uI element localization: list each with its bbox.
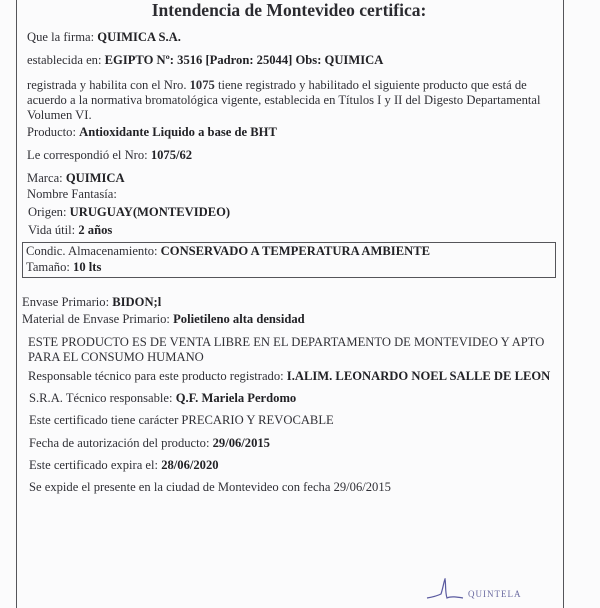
establecida-label: establecida en: [27, 53, 102, 67]
firma-label: Que la firma: [27, 30, 95, 44]
fecha-autorizacion-value: 29/06/2015 [212, 436, 270, 450]
material-envase-label: Material de Envase Primario: [22, 312, 170, 326]
envase-primario-value: BIDON;l [112, 295, 162, 309]
vida-util-line [28, 223, 112, 238]
registro-nro: 1075 [189, 78, 215, 92]
expira-label: Este certificado expira el: [29, 458, 159, 472]
producto-label: Producto: [27, 125, 76, 139]
establecida-line [27, 53, 383, 68]
registro-line-3: Volumen VI. [27, 108, 92, 122]
firma-value: QUIMICA S.A. [97, 30, 181, 44]
signature-stroke [427, 579, 463, 598]
venta-libre-line-1: ESTE PRODUCTO ES DE VENTA LIBRE EN EL DEPARTAMENTO DE MONTEVIDEO Y APTO [28, 335, 545, 349]
marca-value: QUIMICA [65, 171, 125, 185]
nombre-fantasia-label: Nombre Fantasía: [27, 187, 117, 201]
sra-tecnico-value: Q.F. Mariela Perdomo [175, 391, 297, 405]
tamano-value: 10 lts [73, 260, 102, 274]
almacenamiento-value: CONSERVADO A TEMPERATURA AMBIENTE [160, 244, 430, 258]
registro-line-2: acuerdo a la normativa bromatológica vigente, establecida en Títulos I y II del Digesto Departamental [27, 93, 541, 107]
almacenamiento-line [26, 244, 430, 259]
envase-primario-label: Envase Primario: [22, 295, 110, 309]
tamano-line [26, 260, 101, 275]
nro-line [27, 148, 192, 163]
producto-value: Antioxidante Liquido a base de BHT [79, 125, 277, 139]
venta-libre-line-2: PARA EL CONSUMO HUMANO [28, 350, 204, 364]
sra-tecnico-line [29, 391, 296, 406]
signature-mark [425, 578, 465, 600]
expira-value: 28/06/2020 [161, 458, 219, 472]
registro-pre: registrada y habilita con el Nro. [27, 78, 187, 92]
origen-value: URUGUAY(MONTEVIDEO) [69, 205, 231, 219]
almacenamiento-label: Condic. Almacenamiento: [26, 244, 158, 258]
origen-label: Origen: [28, 205, 67, 219]
marca-label: Marca: [27, 171, 63, 185]
page-title: Intendencia de Montevideo certifica: [151, 0, 427, 20]
tamano-label: Tamaño: [26, 260, 70, 274]
origen-line [28, 205, 230, 220]
envase-primario-line [22, 295, 161, 310]
storage-box [22, 242, 556, 278]
material-envase-value: Polietileno alta densidad [173, 312, 305, 326]
signature-partial-text: QUINTELA [468, 589, 522, 599]
material-envase-line [22, 312, 305, 327]
responsable-value: I.ALIM. LEONARDO NOEL SALLE DE LEON [286, 369, 551, 383]
nro-label: Le correspondió el Nro: [27, 148, 148, 162]
sra-tecnico-label: S.R.A. Técnico responsable: [29, 391, 173, 405]
expide-line: Se expide el presente en la ciudad de Montevideo con fecha 29/06/2015 [29, 480, 391, 494]
vida-util-label: Vida útil: [28, 223, 76, 237]
vida-util-value: 2 años [78, 223, 113, 237]
nombre-fantasia-line [27, 187, 117, 202]
fecha-autorizacion-label: Fecha de autorización del producto: [29, 436, 210, 450]
venta-libre-paragraph [28, 335, 553, 365]
producto-line [27, 125, 277, 140]
expira-line [29, 458, 219, 473]
responsable-line [28, 369, 550, 384]
registro-line-1 [27, 78, 552, 93]
registro-paragraph [27, 78, 552, 123]
nro-value: 1075/62 [150, 148, 193, 162]
establecida-value: EGIPTO Nº: 3516 [Padron: 25044] Obs: QUIMICA [104, 53, 384, 67]
responsable-label: Responsable técnico para este producto registrado: [28, 369, 284, 383]
caracter-line: Este certificado tiene carácter PRECARIO Y REVOCABLE [29, 413, 334, 427]
marca-line [27, 171, 125, 186]
fecha-autorizacion-line [29, 436, 270, 451]
registro-post: tiene registrado y habilitado el siguiente producto que está de [217, 78, 527, 92]
firma-line [27, 30, 181, 45]
